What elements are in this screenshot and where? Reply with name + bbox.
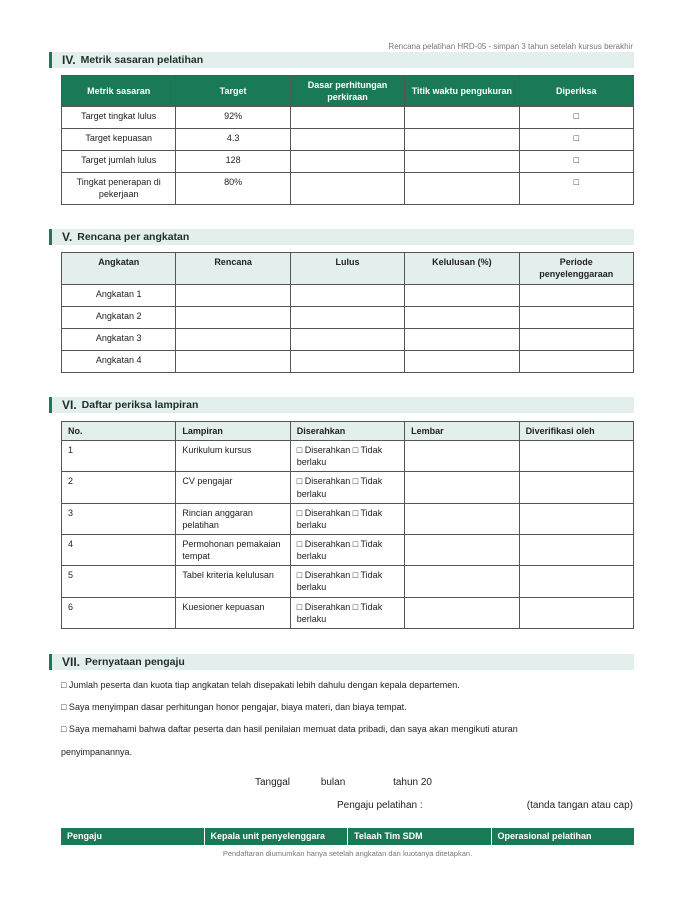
verified-by-cell[interactable] xyxy=(519,441,633,472)
table-row xyxy=(62,597,634,628)
date-line[interactable] xyxy=(255,777,432,788)
section-number: VI. xyxy=(62,398,77,412)
submitted-checkboxes[interactable]: □ Diserahkan □ Tidak berlaku xyxy=(290,472,404,503)
attachment-name: Rincian anggaran pelatihan xyxy=(176,503,290,534)
batch-name: Angkatan 4 xyxy=(62,351,176,373)
batch-name: Angkatan 2 xyxy=(62,307,176,329)
attachment-number: 5 xyxy=(62,566,176,597)
section-label: Metrik sasaran pelatihan xyxy=(80,54,204,66)
period-cell[interactable] xyxy=(519,329,633,351)
section-vi-title xyxy=(49,397,634,413)
column-header: Periode penyelenggaraan xyxy=(519,253,633,285)
date-year-label: tahun 20 xyxy=(393,777,432,788)
plan-cell[interactable] xyxy=(176,285,290,307)
table-row xyxy=(62,107,634,129)
sheets-cell[interactable] xyxy=(405,441,519,472)
approval-bar xyxy=(61,828,634,845)
table-row xyxy=(62,307,634,329)
column-header: Titik waktu pengukuran xyxy=(405,76,519,107)
checked-checkbox[interactable]: □ xyxy=(519,151,633,173)
metric-basis[interactable] xyxy=(290,173,404,205)
footer-note: Pendaftaran diumumkan hanya setelah angkatan dan kuotanya ditetapkan. xyxy=(222,849,473,858)
verified-by-cell[interactable] xyxy=(519,566,633,597)
pass-rate-cell[interactable] xyxy=(405,329,519,351)
sheets-cell[interactable] xyxy=(405,566,519,597)
batch-table xyxy=(61,252,634,373)
metric-basis[interactable] xyxy=(290,107,404,129)
column-header: Kelulusan (%) xyxy=(405,253,519,285)
section-vii-title xyxy=(49,654,634,670)
section-iv-title xyxy=(49,52,634,68)
submitted-checkboxes[interactable]: □ Diserahkan □ Tidak berlaku xyxy=(290,441,404,472)
passed-cell[interactable] xyxy=(290,351,404,373)
metric-target: 4.3 xyxy=(176,129,290,151)
section-number: IV. xyxy=(62,53,76,67)
date-month-label: bulan xyxy=(320,777,346,788)
passed-cell[interactable] xyxy=(290,285,404,307)
period-cell[interactable] xyxy=(519,351,633,373)
submitted-checkboxes[interactable]: □ Diserahkan □ Tidak berlaku xyxy=(290,597,404,628)
column-header: Angkatan xyxy=(62,253,176,285)
metric-name: Target kepuasan xyxy=(62,129,176,151)
table-row xyxy=(62,129,634,151)
column-header: Lulus xyxy=(290,253,404,285)
column-header: Lampiran xyxy=(176,422,290,441)
submitted-checkboxes[interactable]: □ Diserahkan □ Tidak berlaku xyxy=(290,503,404,534)
table-row xyxy=(62,173,634,205)
metric-target: 128 xyxy=(176,151,290,173)
column-header: No. xyxy=(62,422,176,441)
section-v-title xyxy=(49,229,634,245)
metric-basis[interactable] xyxy=(290,129,404,151)
section-label: Daftar periksa lampiran xyxy=(81,399,199,411)
attachment-number: 4 xyxy=(62,534,176,565)
plan-cell[interactable] xyxy=(176,329,290,351)
metric-time[interactable] xyxy=(405,107,519,129)
metric-time[interactable] xyxy=(405,151,519,173)
passed-cell[interactable] xyxy=(290,307,404,329)
table-row xyxy=(62,351,634,373)
verified-by-cell[interactable] xyxy=(519,597,633,628)
verified-by-cell[interactable] xyxy=(519,534,633,565)
verified-by-cell[interactable] xyxy=(519,503,633,534)
checked-checkbox[interactable]: □ xyxy=(519,173,633,205)
column-header: Diserahkan xyxy=(290,422,404,441)
column-header: Diperiksa xyxy=(519,76,633,107)
statement-checkbox-3[interactable]: □ Saya memahami bahwa daftar peserta dan hasil penilaian memuat data pribadi, dan saya akan mengikuti aturan xyxy=(61,724,518,734)
statement-checkbox-2[interactable]: □ Saya menyimpan dasar perhitungan honor pengajar, biaya materi, dan biaya tempat. xyxy=(61,702,407,712)
attachment-name: CV pengajar xyxy=(176,472,290,503)
approval-cell: Operasional pelatihan xyxy=(497,831,592,841)
verified-by-cell[interactable] xyxy=(519,472,633,503)
pass-rate-cell[interactable] xyxy=(405,285,519,307)
column-header: Target xyxy=(176,76,290,107)
batch-name: Angkatan 3 xyxy=(62,329,176,351)
metric-target: 80% xyxy=(176,173,290,205)
plan-cell[interactable] xyxy=(176,307,290,329)
column-header: Rencana xyxy=(176,253,290,285)
metric-time[interactable] xyxy=(405,173,519,205)
attachment-number: 6 xyxy=(62,597,176,628)
sheets-cell[interactable] xyxy=(405,534,519,565)
pass-rate-cell[interactable] xyxy=(405,351,519,373)
metrics-table xyxy=(61,75,634,205)
document-header-note: Rencana pelatihan HRD-05 - simpan 3 tahun setelah kursus berakhir xyxy=(388,42,633,51)
attachment-name: Permohonan pemakaian tempat xyxy=(176,534,290,565)
attachment-number: 2 xyxy=(62,472,176,503)
approval-cell: Telaah Tim SDM xyxy=(348,828,492,845)
metric-name: Tingkat penerapan di pekerjaan xyxy=(62,173,176,205)
table-row xyxy=(62,441,634,472)
attachment-name: Kuesioner kepuasan xyxy=(176,597,290,628)
column-header: Lembar xyxy=(405,422,519,441)
metric-time[interactable] xyxy=(405,129,519,151)
attachment-name: Kurikulum kursus xyxy=(176,441,290,472)
checked-checkbox[interactable]: □ xyxy=(519,107,633,129)
sheets-cell[interactable] xyxy=(405,597,519,628)
checked-checkbox[interactable]: □ xyxy=(519,129,633,151)
table-row xyxy=(62,472,634,503)
applicant-label: Pengaju pelatihan : xyxy=(337,800,423,811)
attachment-number: 1 xyxy=(62,441,176,472)
column-header: Metrik sasaran xyxy=(62,76,176,107)
submitted-checkboxes[interactable]: □ Diserahkan □ Tidak berlaku xyxy=(290,566,404,597)
period-cell[interactable] xyxy=(519,307,633,329)
column-header: Diverifikasi oleh xyxy=(519,422,633,441)
table-row xyxy=(62,566,634,597)
table-row xyxy=(62,503,634,534)
sheets-cell[interactable] xyxy=(405,472,519,503)
section-number: V. xyxy=(62,230,73,244)
section-number: VII. xyxy=(62,655,81,669)
table-row xyxy=(62,534,634,565)
submitted-checkboxes[interactable]: □ Diserahkan □ Tidak berlaku xyxy=(290,534,404,565)
pass-rate-cell[interactable] xyxy=(405,307,519,329)
date-day-label: Tanggal xyxy=(255,777,291,788)
table-row xyxy=(62,285,634,307)
statement-checkbox-1[interactable]: □ Jumlah peserta dan kuota tiap angkatan telah disepakati lebih dahulu dengan kepala departemen. xyxy=(61,680,460,690)
table-row xyxy=(62,329,634,351)
metric-basis[interactable] xyxy=(290,151,404,173)
column-header: Dasar perhitungan perkiraan xyxy=(290,76,404,107)
attachment-number: 3 xyxy=(62,503,176,534)
signature-note[interactable]: (tanda tangan atau cap) xyxy=(526,800,633,811)
metric-name: Target jumlah lulus xyxy=(62,151,176,173)
attachment-name: Tabel kriteria kelulusan xyxy=(176,566,290,597)
section-label: Pernyataan pengaju xyxy=(85,656,185,668)
statement-continuation: penyimpanannya. xyxy=(61,747,133,757)
plan-cell[interactable] xyxy=(176,351,290,373)
table-row xyxy=(62,151,634,173)
approval-cell: Kepala unit penyelenggara xyxy=(205,828,349,845)
section-label: Rencana per angkatan xyxy=(77,231,190,243)
attachments-table xyxy=(61,421,634,629)
passed-cell[interactable] xyxy=(290,329,404,351)
approval-cell: Pengaju xyxy=(61,828,205,845)
metric-target: 92% xyxy=(176,107,290,129)
metric-name: Target tingkat lulus xyxy=(62,107,176,129)
sheets-cell[interactable] xyxy=(405,503,519,534)
batch-name: Angkatan 1 xyxy=(62,285,176,307)
period-cell[interactable] xyxy=(519,285,633,307)
